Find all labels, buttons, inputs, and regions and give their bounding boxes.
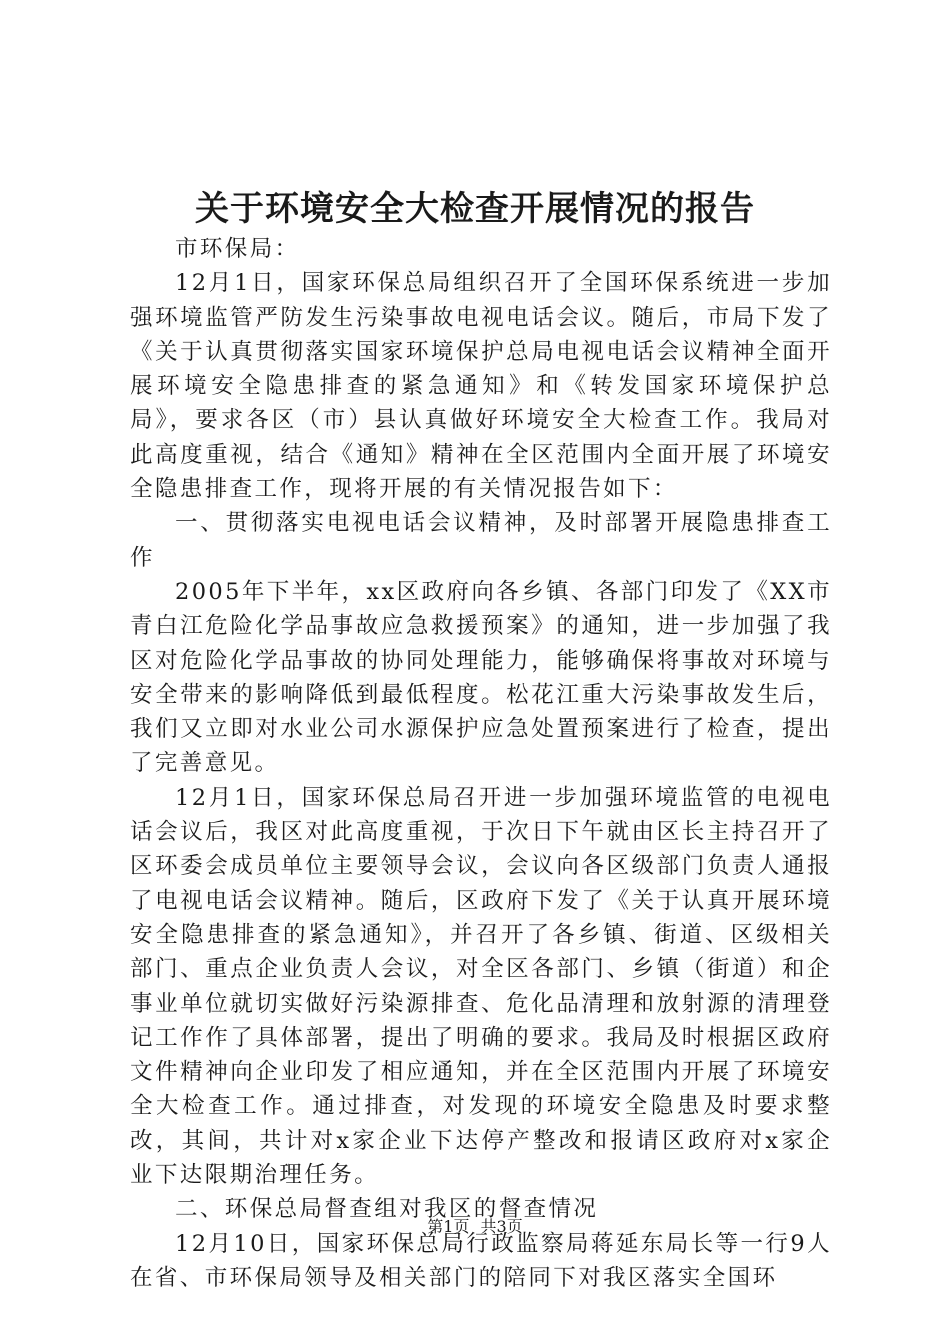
document-body (130, 232, 832, 1295)
section-heading-1: 一、贯彻落实电视电话会议精神，及时部署开展隐患排查工作 (130, 510, 832, 571)
salutation: 市环保局： (175, 236, 300, 262)
paragraph-2005: 2005年下半年，xx区政府向各乡镇、各部门印发了《XX市青白江危险化学品事故应急救援预案》的通知，进一步加强了我区对危险化学品事故的协同处理能力，能够确保将事故对环境与安全带来的影响降低到最低程度。松花江重大污染事故发生后，我们又立即对水业公司水源保护应急处置预案进行了检查，提出了完善意见。 (130, 578, 832, 777)
page-footer (0, 1216, 950, 1238)
paragraph-dec10: 12月10日，国家环保总局行政监察局蒋延东局长等一行9人在省、市环保局领导及相关部门的陪同下对我区落实全国环 (130, 1230, 832, 1291)
paragraph-dec1: 12月1日，国家环保总局召开进一步加强环境监管的电视电话会议后，我区对此高度重视，于次日下午就由区长主持召开了区环委会成员单位主要领导会议，会议向各区级部门负责人通报了电视电话会议精神。随后，区政府下发了《关于认真开展环境安全隐患排查的紧急通知》，并召开了各乡镇、街道、区级相关部门、重点企业负责人会议，对全区各部门、乡镇（街道）和企事业单位就切实做好污染源排查、危化品清理和放射源的清理登记工作作了具体部署，提出了明确的要求。我局及时根据区政府文件精神向企业印发了相应通知，并在全区范围内开展了环境安全大检查工作。通过排查，对发现的环境安全隐患及时要求整改，其间，共计对x家企业下达停产整改和报请区政府对x家企业下达限期治理任务。 (130, 784, 832, 1189)
document-title: 关于环境安全大检查开展情况的报告 (195, 189, 755, 229)
section-heading-2: 二、环保总局督查组对我区的督查情况 (175, 1196, 599, 1223)
paragraph-intro: 12月1日，国家环保总局组织召开了全国环保系统进一步加强环境监管严防发生污染事故电视电话会议。随后，市局下发了《关于认真贯彻落实国家环境保护总局电视电话会议精神全面开展环境安全隐患排查的紧急通知》和《转发国家环境保护总局》，要求各区（市）县认真做好环境安全大检查工作。我局对此高度重视，结合《通知》精神在全区范围内全面开展了环境安全隐患排查工作，现将开展的有关情况报告如下： (130, 270, 832, 503)
page-total: 共3页 (480, 1217, 523, 1236)
page-number: 第1页 (427, 1217, 470, 1236)
